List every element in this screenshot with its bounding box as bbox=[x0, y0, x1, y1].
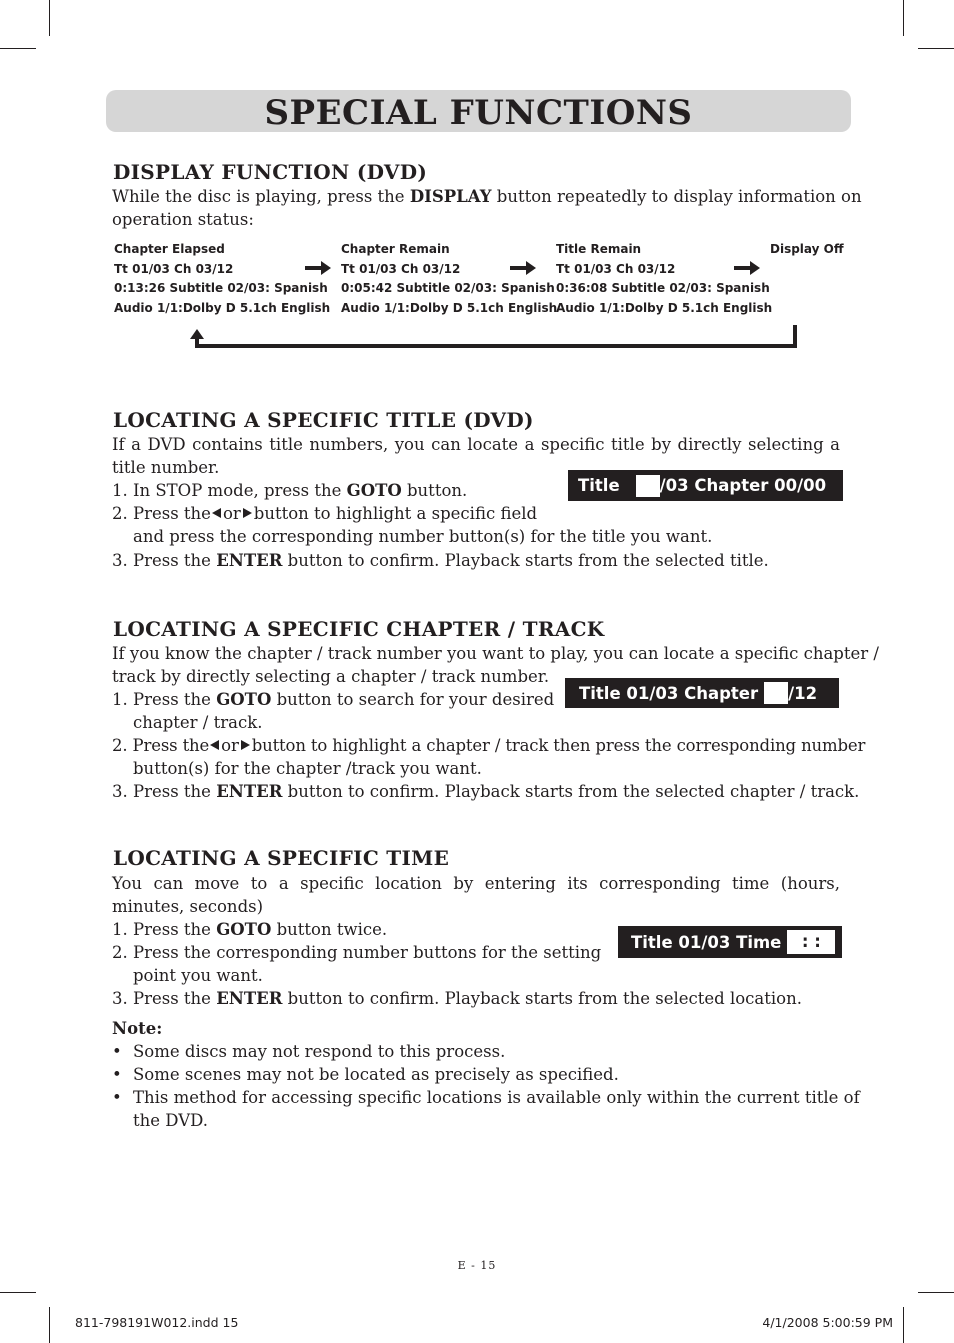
locate-chapter-step-2-cont: button(s) for the chapter /track you want. bbox=[133, 759, 482, 778]
text: or bbox=[221, 736, 239, 755]
locate-time-heading: LOCATING A SPECIFIC TIME bbox=[113, 846, 450, 870]
osd-line: Audio 1/1:Dolby D 5.1ch English bbox=[114, 300, 331, 315]
crop-mark bbox=[49, 1307, 50, 1343]
locate-title-step-2-cont: and press the corresponding number button(s) for the title you want. bbox=[133, 527, 713, 546]
locate-chapter-step-2 bbox=[112, 734, 865, 757]
text: 3. Press the bbox=[112, 989, 217, 1008]
display-function-heading: DISPLAY FUNCTION (DVD) bbox=[113, 160, 428, 184]
text: 1. Press the bbox=[112, 690, 217, 709]
osd-line: 0:13:26 Subtitle 02/03: Spanish bbox=[114, 281, 328, 295]
osd-line: Tt 01/03 Ch 03/12 bbox=[341, 261, 461, 276]
osd-chapter-remain bbox=[341, 240, 557, 318]
loop-arrow-line bbox=[195, 344, 797, 348]
osd-time-goto bbox=[618, 926, 842, 958]
crop-mark bbox=[918, 48, 954, 49]
osd-label: Title 01/03 Time bbox=[631, 932, 782, 952]
crop-mark bbox=[903, 1307, 904, 1343]
locate-chapter-heading: LOCATING A SPECIFIC CHAPTER / TRACK bbox=[113, 617, 605, 641]
left-arrow-icon bbox=[210, 740, 219, 750]
date-slug: 4/1/2008 5:00:59 PM bbox=[762, 1315, 893, 1330]
text: 1. In STOP mode, press the bbox=[112, 481, 347, 500]
note-heading: Note: bbox=[112, 1019, 163, 1038]
arrow-up-icon bbox=[190, 329, 204, 339]
osd-display-off bbox=[770, 240, 844, 260]
osd-line: Audio 1/1:Dolby D 5.1ch English bbox=[341, 300, 558, 315]
text: button. bbox=[401, 481, 468, 500]
osd-chapter-goto bbox=[565, 678, 839, 708]
locate-time-step-3 bbox=[112, 987, 802, 1010]
note-item-cont: the DVD. bbox=[133, 1111, 209, 1130]
note-bullet: • bbox=[112, 1042, 122, 1061]
osd-label: Title 01/03 Chapter bbox=[579, 683, 759, 703]
goto-button-label: GOTO bbox=[216, 690, 272, 709]
display-intro-line bbox=[112, 185, 862, 208]
osd-title-remain bbox=[556, 240, 772, 318]
file-slug: 811-798191W012.indd 15 bbox=[75, 1315, 239, 1330]
osd-title: Chapter Remain bbox=[341, 242, 450, 256]
note-item: This method for accessing specific locations is available only within the current title of bbox=[133, 1088, 860, 1107]
locate-title-step-2 bbox=[112, 502, 537, 525]
locate-title-step-3 bbox=[112, 549, 769, 572]
osd-label: /12 bbox=[788, 683, 818, 703]
locate-time-step-2-cont: point you want. bbox=[133, 966, 263, 985]
locate-chapter-intro: If you know the chapter / track number you want to play, you can locate a specific chapter / bbox=[112, 644, 879, 663]
osd-title: Chapter Elapsed bbox=[114, 242, 225, 256]
crop-mark bbox=[0, 1292, 36, 1293]
text: button to confirm. Playback starts from the selected title. bbox=[282, 551, 769, 570]
locate-title-intro: If a DVD contains title numbers, you can locate a specific title by directly selecting a title number. bbox=[112, 435, 840, 477]
arrow-right-icon bbox=[734, 263, 760, 273]
text: button repeatedly to display information on bbox=[491, 187, 862, 206]
osd-title-goto bbox=[568, 470, 843, 501]
enter-button-label: ENTER bbox=[216, 551, 283, 570]
locate-title-step-1 bbox=[112, 479, 467, 502]
note-item: Some discs may not respond to this process. bbox=[133, 1042, 506, 1061]
text: button to highlight a chapter / track then press the corresponding number bbox=[251, 736, 866, 755]
osd-line: 0:36:08 Subtitle 02/03: Spanish bbox=[556, 281, 770, 295]
page-number: E - 15 bbox=[457, 1259, 497, 1272]
text: While the disc is playing, press the bbox=[112, 187, 410, 206]
text: 2. Press the bbox=[112, 736, 210, 755]
text: button to highlight a specific field bbox=[253, 504, 538, 523]
locate-chapter-intro: track by directly selecting a chapter / track number. bbox=[112, 667, 550, 686]
page-title: SPECIAL FUNCTIONS bbox=[106, 90, 851, 132]
osd-line: Audio 1/1:Dolby D 5.1ch English bbox=[556, 300, 773, 315]
osd-time-input: : : bbox=[787, 930, 835, 954]
display-intro-line: operation status: bbox=[112, 210, 254, 229]
locate-chapter-step-1 bbox=[112, 688, 554, 711]
osd-title: Display Off bbox=[770, 242, 844, 256]
osd-label: /03 Chapter 00/00 bbox=[659, 476, 827, 495]
text: 1. Press the bbox=[112, 920, 217, 939]
osd-input-slot bbox=[764, 682, 788, 704]
locate-time-intro: You can move to a specific location by entering its corresponding time (hours, minutes, seconds) bbox=[112, 874, 840, 916]
osd-line: Tt 01/03 Ch 03/12 bbox=[556, 261, 676, 276]
text: 3. Press the bbox=[112, 782, 217, 801]
locate-title-heading: LOCATING A SPECIFIC TITLE (DVD) bbox=[113, 408, 534, 432]
note-bullet: • bbox=[112, 1065, 122, 1084]
text: button twice. bbox=[271, 920, 388, 939]
crop-mark bbox=[903, 0, 904, 36]
left-arrow-icon bbox=[212, 508, 221, 518]
osd-input-slot bbox=[636, 475, 660, 497]
locate-time-step-1 bbox=[112, 918, 387, 941]
text: button to search for your desired bbox=[271, 690, 555, 709]
enter-button-label: ENTER bbox=[216, 989, 283, 1008]
osd-chapter-elapsed bbox=[114, 240, 330, 318]
goto-button-label: GOTO bbox=[216, 920, 272, 939]
crop-mark bbox=[49, 0, 50, 36]
osd-label: Title bbox=[578, 476, 620, 495]
text: or bbox=[222, 504, 241, 523]
arrow-right-icon bbox=[305, 263, 331, 273]
locate-chapter-step-3 bbox=[112, 780, 859, 803]
osd-line: 0:05:42 Subtitle 02/03: Spanish bbox=[341, 281, 555, 295]
crop-mark bbox=[918, 1292, 954, 1293]
crop-mark bbox=[0, 48, 36, 49]
display-button-label: DISPLAY bbox=[409, 187, 492, 206]
enter-button-label: ENTER bbox=[216, 782, 283, 801]
note-item: Some scenes may not be located as precisely as specified. bbox=[133, 1065, 619, 1084]
arrow-right-icon bbox=[510, 263, 536, 273]
text: 2. Press the bbox=[112, 504, 211, 523]
right-arrow-icon bbox=[243, 508, 252, 518]
goto-button-label: GOTO bbox=[346, 481, 402, 500]
right-arrow-icon bbox=[241, 740, 250, 750]
text: 3. Press the bbox=[112, 551, 217, 570]
text: button to confirm. Playback starts from the selected chapter / track. bbox=[282, 782, 860, 801]
osd-line: Tt 01/03 Ch 03/12 bbox=[114, 261, 234, 276]
note-bullet: • bbox=[112, 1088, 122, 1107]
locate-time-step-2: 2. Press the corresponding number buttons for the setting bbox=[112, 943, 602, 962]
loop-arrow-line bbox=[195, 338, 199, 348]
locate-chapter-step-1-cont: chapter / track. bbox=[133, 713, 263, 732]
text: button to confirm. Playback starts from the selected location. bbox=[282, 989, 802, 1008]
osd-title: Title Remain bbox=[556, 242, 642, 256]
